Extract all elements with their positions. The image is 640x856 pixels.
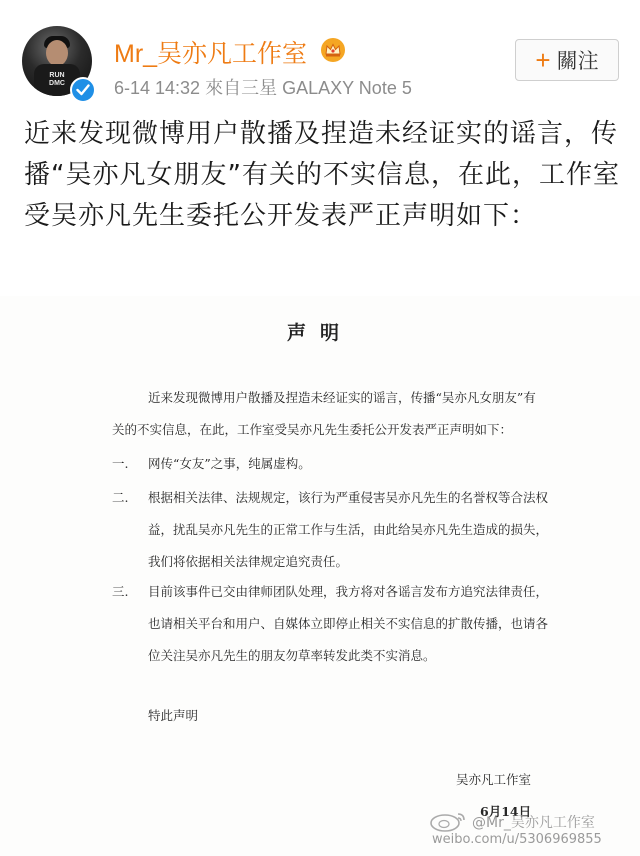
document-date: 6月14日 [480,804,532,819]
verified-badge-icon [70,77,96,103]
avatar-face [46,40,68,66]
post-timestamp: 6-14 14:32 [114,78,201,98]
post-header [0,0,640,110]
follow-button[interactable] [515,39,619,81]
post-source: 來自三星 GALAXY Note 5 [205,78,412,98]
watermark-url: weibo.com/u/5306969855 [432,832,602,847]
document-intro-line: 关的不实信息，在此，工作室受吴亦凡先生委托公开发表严正声明如下： [112,422,513,437]
document-item-line: 网传“女友”之事，纯属虚构。 [148,456,311,471]
username[interactable]: Mr_吴亦凡工作室 [114,40,308,68]
avatar-shirt-text: RUN DMC [49,72,65,87]
document-item-line: 我们将依据相关法律规定追究责任。 [148,554,349,569]
follow-label: 關注 [556,50,599,73]
vip-crown-icon[interactable] [320,37,346,63]
document-intro-line: 近来发现微博用户散播及捏造未经证实的谣言，传播“吴亦凡女朋友”有 [148,390,536,405]
document-item-number: 二. [112,490,129,505]
document-item-line: 根据相关法律、法规规定，该行为严重侵害吴亦凡先生的名誉权等合法权 [148,490,549,505]
document-item-line: 也请相关平台和用户、自媒体立即停止相关不实信息的扩散传播，也请各 [148,616,549,631]
document-item-number: 三. [112,584,129,599]
document-closing: 特此声明 [148,708,199,723]
weibo-logo-icon [428,810,468,832]
document-item-line: 目前该事件已交由律师团队处理，我方将对各谣言发布方追究法律责任， [148,584,549,599]
document-item-line: 位关注吴亦凡先生的朋友勿草率转发此类不实消息。 [148,648,436,663]
post-meta [114,74,412,100]
document-item-number: 一. [112,456,129,471]
plus-icon: + [535,45,551,75]
document-signature: 吴亦凡工作室 [456,772,532,787]
watermark-handle: @Mr_吴亦凡工作室 [472,815,595,831]
post-text: 近来发现微博用户散播及捏造未经证实的谣言，传播“吴亦凡女朋友”有关的不实信息，在此，工作室受吴亦凡先生委托公开发表严正声明如下： [24,119,620,231]
document-title: 声明 [286,322,353,344]
document-item-line: 益，扰乱吴亦凡先生的正常工作与生活，由此给吴亦凡先生造成的损失， [148,522,549,537]
statement-document-image[interactable] [0,296,640,856]
